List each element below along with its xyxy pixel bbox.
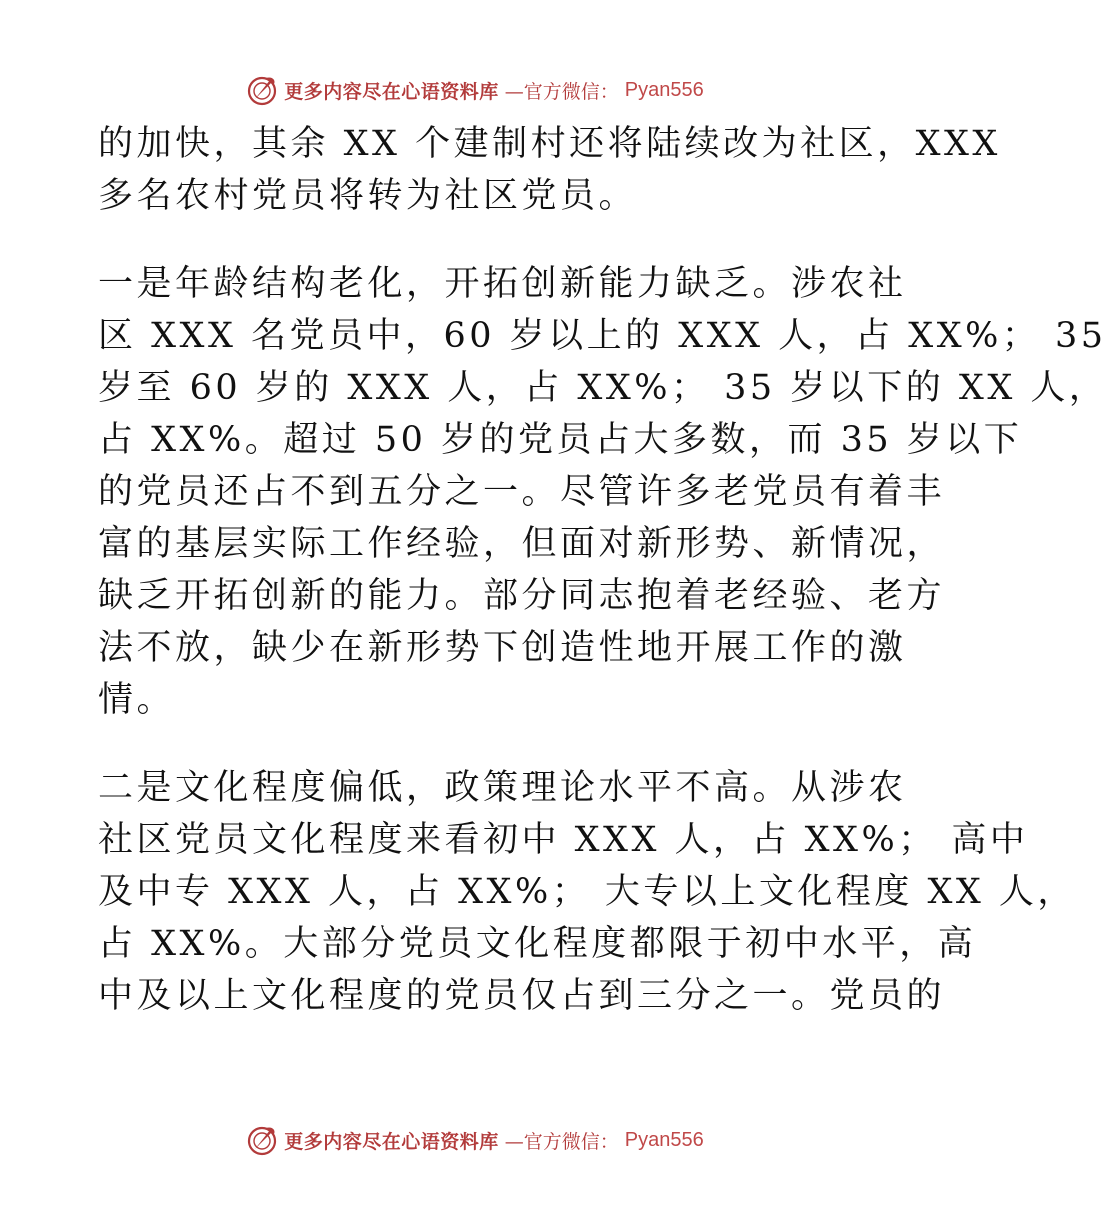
footer-banner	[0, 1120, 950, 1160]
text-line: 富的基层实际工作经验，但面对新形势、新情况，	[98, 524, 946, 564]
text-line: 占 XX%。超过 50 岁的党员占大多数，而 35 岁以下	[98, 420, 1023, 460]
text-line: 及中专 XXX 人，占 XX%； 大专以上文化程度 XX 人，	[98, 872, 1076, 912]
text-line: 中及以上文化程度的党员仅占到三分之一。党员的	[98, 976, 946, 1016]
text-line: 岁至 60 岁的 XXX 人，占 XX%； 35 岁以下的 XX 人，	[98, 368, 1107, 408]
text-line: 的加快，其余 XX 个建制村还将陆续改为社区，XXX	[98, 124, 1001, 164]
quill-logo-icon	[246, 1124, 278, 1156]
paragraph-2	[98, 258, 1107, 726]
header-dash-text: —官方微信：	[504, 80, 619, 103]
footer-wechat-id: Pyan556	[624, 1128, 704, 1151]
document-body	[98, 118, 1107, 1022]
text-line: 多名农村党员将转为社区党员。	[98, 176, 638, 216]
text-line: 占 XX%。大部分党员文化程度都限于初中水平，高	[98, 924, 977, 964]
paragraph-1	[98, 118, 1001, 222]
header-banner	[0, 70, 950, 110]
text-line: 缺乏开拓创新的能力。部分同志抱着老经验、老方	[98, 576, 946, 616]
quill-logo-icon	[246, 74, 278, 106]
text-line: 情。	[98, 680, 176, 720]
footer-brand-text: 更多内容尽在心语资料库	[284, 1130, 499, 1153]
text-line: 二是文化程度偏低，政策理论水平不高。从涉农	[98, 768, 907, 808]
text-line: 一是年龄结构老化，开拓创新能力缺乏。涉农社	[98, 264, 907, 304]
text-line: 区 XXX 名党员中，60 岁以上的 XXX 人，占 XX%； 35	[98, 316, 1107, 356]
paragraph-3	[98, 762, 1076, 1022]
header-wechat-id: Pyan556	[624, 78, 704, 101]
text-line: 的党员还占不到五分之一。尽管许多老党员有着丰	[98, 472, 946, 512]
footer-dash-text: —官方微信：	[504, 1130, 619, 1153]
text-line: 社区党员文化程度来看初中 XXX 人，占 XX%； 高中	[98, 820, 1029, 860]
text-line: 法不放，缺少在新形势下创造性地开展工作的激	[98, 628, 907, 668]
header-brand-text: 更多内容尽在心语资料库	[284, 80, 499, 103]
